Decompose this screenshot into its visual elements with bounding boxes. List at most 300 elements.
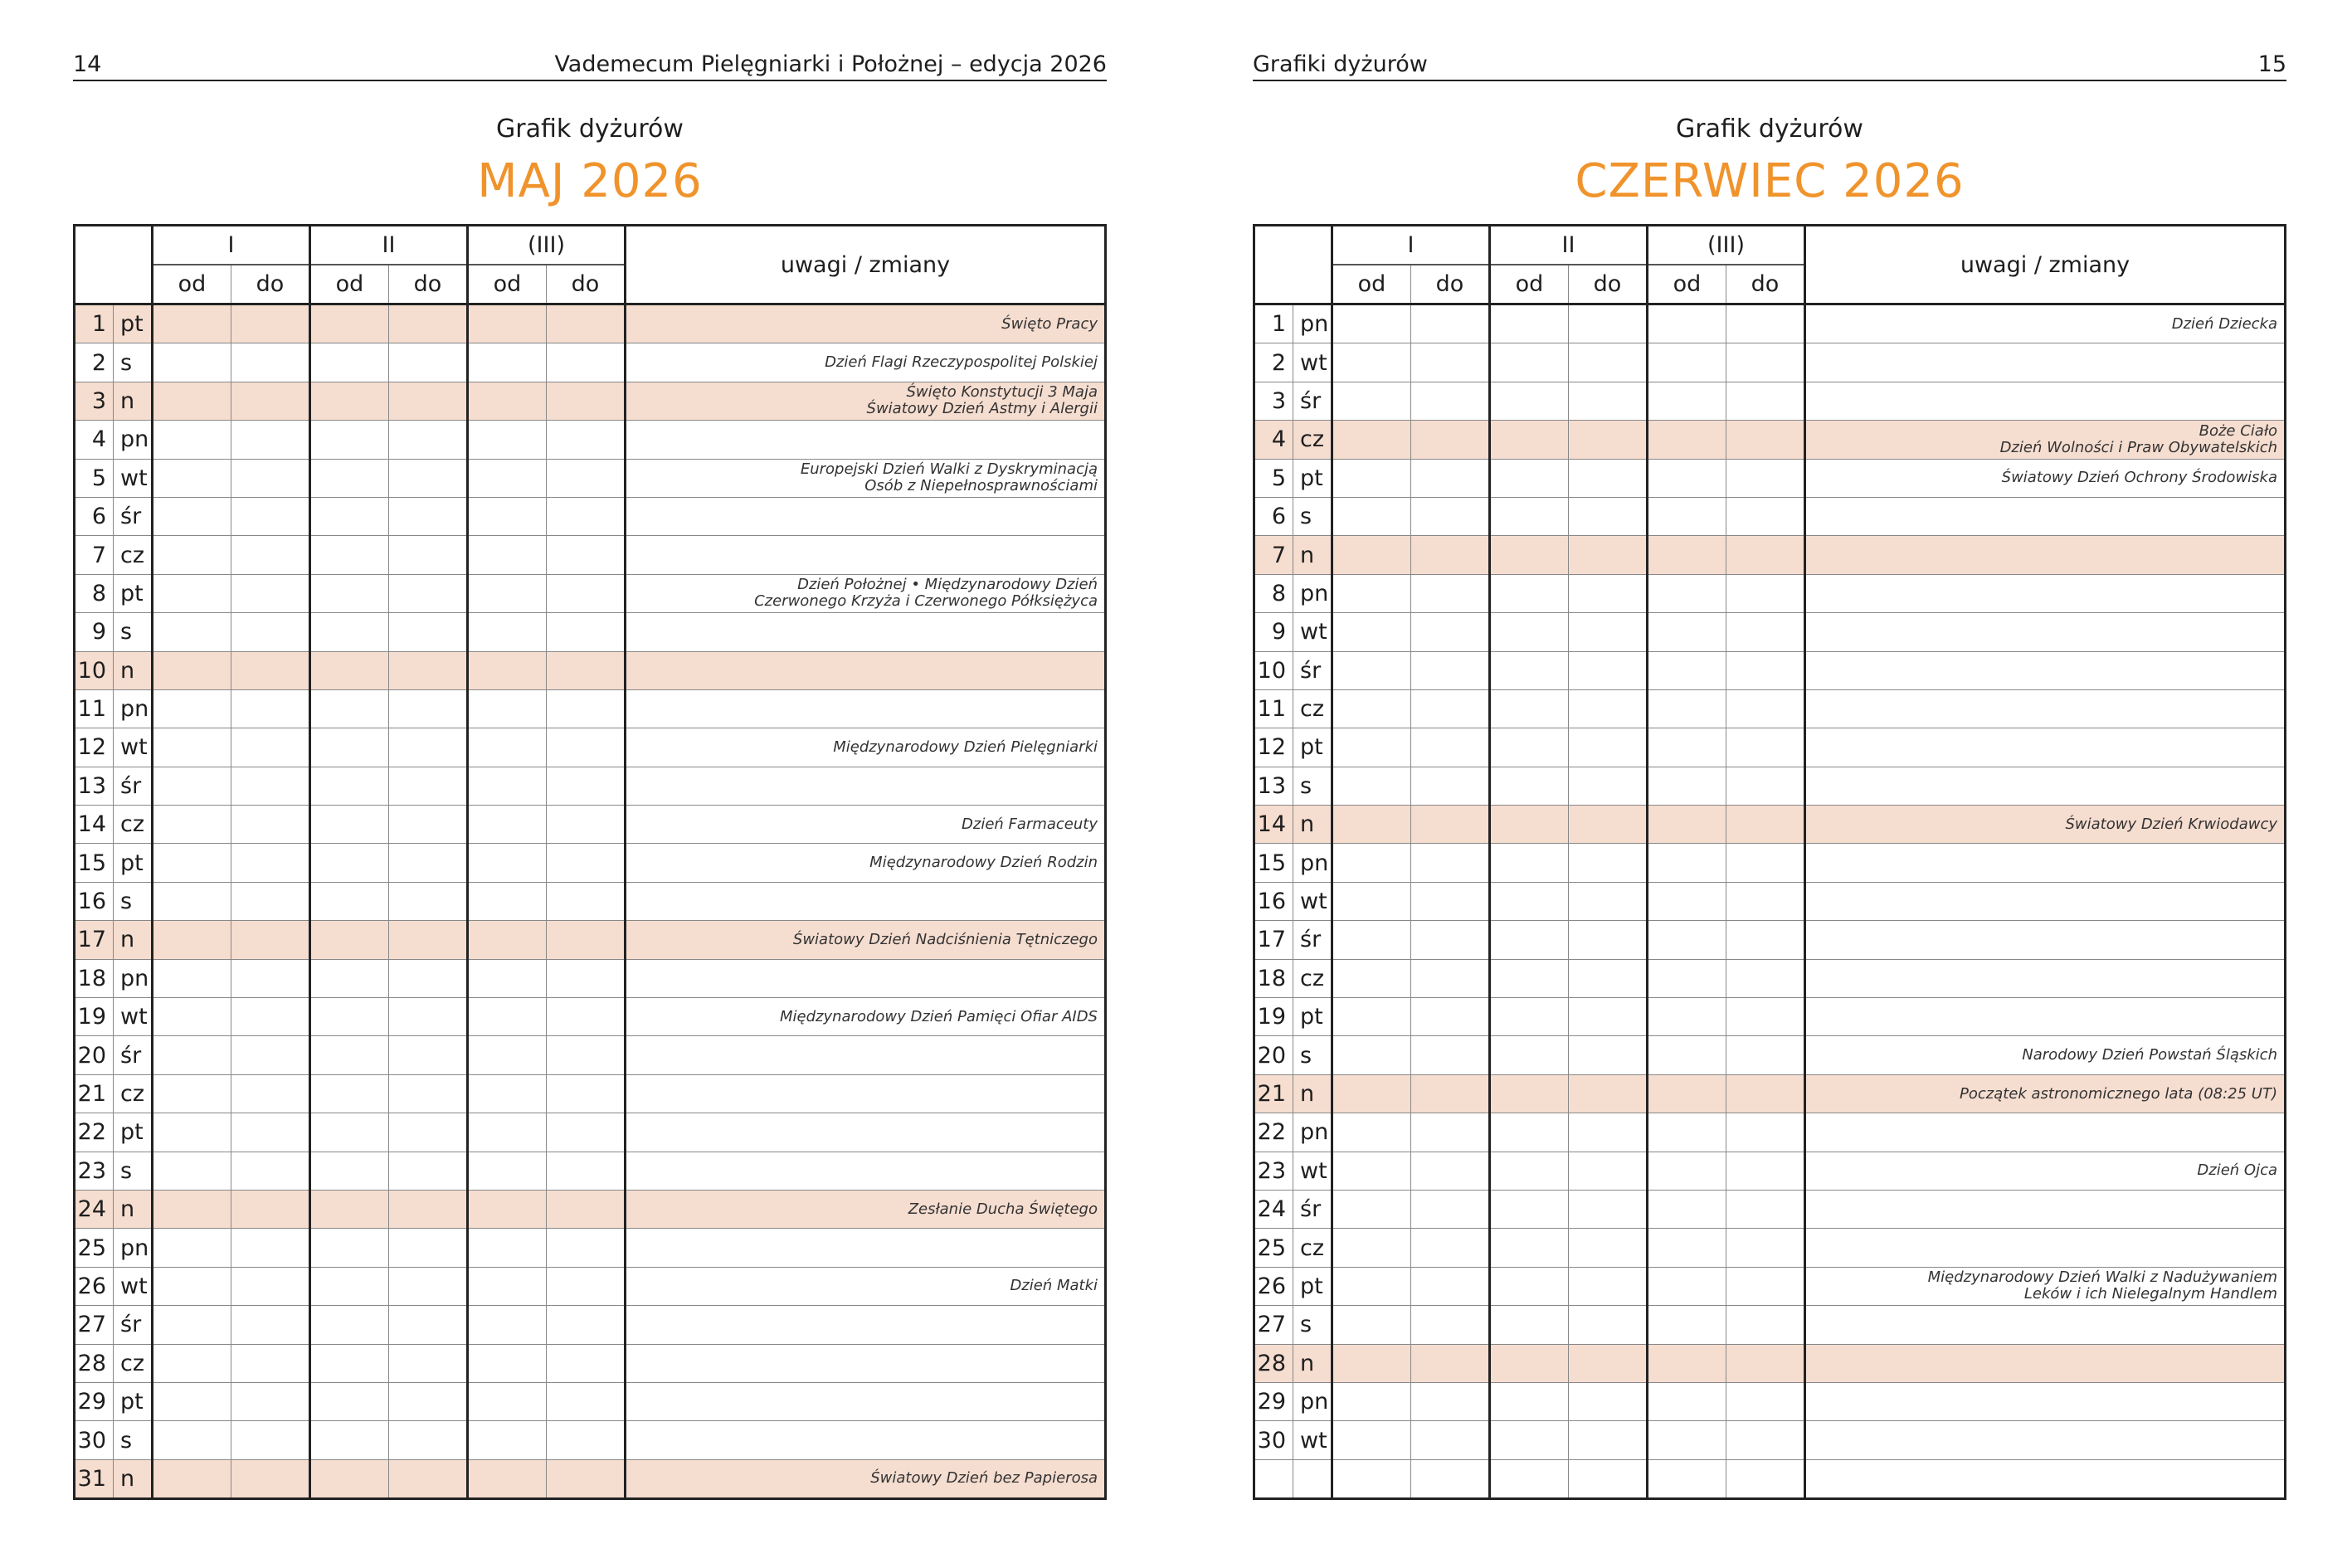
shift-3-from-cell[interactable]: [1648, 497, 1726, 535]
shift-2-to-cell[interactable]: [1569, 343, 1648, 382]
shift-1-to-cell[interactable]: [231, 382, 310, 420]
shift-1-to-cell[interactable]: [231, 1306, 310, 1344]
shift-3-from-cell[interactable]: [1648, 421, 1726, 459]
shift-1-to-cell[interactable]: [231, 613, 310, 651]
shift-2-from-cell[interactable]: [310, 459, 389, 497]
shift-1-from-cell[interactable]: [1332, 844, 1411, 882]
notes-cell[interactable]: [626, 767, 1106, 805]
shift-2-from-cell[interactable]: [1490, 1190, 1569, 1228]
shift-1-to-cell[interactable]: [231, 1382, 310, 1420]
shift-2-to-cell[interactable]: [1569, 1382, 1648, 1420]
notes-cell[interactable]: [626, 1344, 1106, 1382]
shift-1-from-cell[interactable]: [153, 651, 231, 689]
shift-1-to-cell[interactable]: [231, 806, 310, 844]
shift-3-to-cell[interactable]: [1726, 497, 1805, 535]
shift-2-to-cell[interactable]: [1569, 806, 1648, 844]
shift-1-to-cell[interactable]: [1411, 767, 1490, 805]
shift-3-from-cell[interactable]: [1648, 882, 1726, 920]
shift-1-to-cell[interactable]: [231, 304, 310, 343]
shift-1-to-cell[interactable]: [1411, 497, 1490, 535]
shift-3-to-cell[interactable]: [547, 536, 626, 574]
shift-3-from-cell[interactable]: [1648, 998, 1726, 1036]
shift-2-to-cell[interactable]: [1569, 728, 1648, 767]
shift-2-to-cell[interactable]: [1569, 1267, 1648, 1305]
notes-cell[interactable]: [1805, 1459, 2286, 1498]
notes-cell[interactable]: [626, 1306, 1106, 1344]
shift-2-from-cell[interactable]: [1490, 1036, 1569, 1074]
shift-1-from-cell[interactable]: [153, 689, 231, 728]
shift-2-from-cell[interactable]: [310, 1344, 389, 1382]
shift-3-from-cell[interactable]: [1648, 343, 1726, 382]
shift-2-from-cell[interactable]: [310, 959, 389, 997]
shift-1-to-cell[interactable]: [1411, 343, 1490, 382]
shift-3-from-cell[interactable]: [1648, 1267, 1726, 1305]
shift-2-from-cell[interactable]: [1490, 1421, 1569, 1459]
shift-2-to-cell[interactable]: [1569, 998, 1648, 1036]
shift-1-to-cell[interactable]: [1411, 1152, 1490, 1190]
notes-cell[interactable]: [626, 1421, 1106, 1459]
shift-1-to-cell[interactable]: [231, 1344, 310, 1382]
shift-2-from-cell[interactable]: [310, 382, 389, 420]
shift-3-from-cell[interactable]: [468, 651, 547, 689]
shift-2-from-cell[interactable]: [1490, 806, 1569, 844]
shift-3-to-cell[interactable]: [547, 574, 626, 612]
notes-cell[interactable]: [626, 959, 1106, 997]
shift-1-from-cell[interactable]: [1332, 651, 1411, 689]
shift-3-to-cell[interactable]: [1726, 1152, 1805, 1190]
shift-3-to-cell[interactable]: [547, 459, 626, 497]
shift-2-to-cell[interactable]: [389, 1113, 468, 1152]
shift-3-from-cell[interactable]: [468, 1459, 547, 1498]
shift-2-from-cell[interactable]: [1490, 728, 1569, 767]
shift-3-to-cell[interactable]: [1726, 844, 1805, 882]
shift-1-from-cell[interactable]: [153, 767, 231, 805]
notes-cell[interactable]: [626, 1113, 1106, 1152]
shift-2-to-cell[interactable]: [389, 998, 468, 1036]
shift-1-to-cell[interactable]: [1411, 882, 1490, 920]
notes-cell[interactable]: [1805, 1382, 2286, 1420]
shift-1-to-cell[interactable]: [231, 1421, 310, 1459]
notes-cell[interactable]: [1805, 1306, 2286, 1344]
shift-3-to-cell[interactable]: [547, 1267, 626, 1305]
notes-cell[interactable]: [1805, 382, 2286, 420]
shift-2-to-cell[interactable]: [389, 767, 468, 805]
shift-3-from-cell[interactable]: [468, 959, 547, 997]
shift-1-to-cell[interactable]: [1411, 304, 1490, 343]
shift-3-to-cell[interactable]: [547, 959, 626, 997]
notes-cell[interactable]: Dzień Ojca: [1805, 1152, 2286, 1190]
shift-3-from-cell[interactable]: [1648, 1036, 1726, 1074]
shift-1-from-cell[interactable]: [1332, 959, 1411, 997]
shift-3-from-cell[interactable]: [1648, 1074, 1726, 1113]
notes-cell[interactable]: Dzień Dziecka: [1805, 304, 2286, 343]
shift-1-from-cell[interactable]: [153, 1267, 231, 1305]
shift-3-from-cell[interactable]: [1648, 844, 1726, 882]
notes-cell[interactable]: [626, 421, 1106, 459]
shift-2-to-cell[interactable]: [389, 844, 468, 882]
shift-2-to-cell[interactable]: [389, 304, 468, 343]
shift-1-from-cell[interactable]: [153, 1344, 231, 1382]
shift-1-from-cell[interactable]: [1332, 1229, 1411, 1267]
shift-3-to-cell[interactable]: [547, 497, 626, 535]
notes-cell[interactable]: Światowy Dzień Ochrony Środowiska: [1805, 459, 2286, 497]
notes-cell[interactable]: Święto Pracy: [626, 304, 1106, 343]
shift-2-from-cell[interactable]: [1490, 536, 1569, 574]
shift-3-to-cell[interactable]: [1726, 806, 1805, 844]
shift-3-to-cell[interactable]: [547, 1152, 626, 1190]
notes-cell[interactable]: [1805, 998, 2286, 1036]
shift-3-to-cell[interactable]: [547, 1113, 626, 1152]
shift-2-from-cell[interactable]: [1490, 767, 1569, 805]
shift-3-to-cell[interactable]: [547, 1229, 626, 1267]
shift-2-from-cell[interactable]: [1490, 421, 1569, 459]
shift-3-from-cell[interactable]: [468, 882, 547, 920]
shift-1-from-cell[interactable]: [153, 998, 231, 1036]
notes-cell[interactable]: Początek astronomicznego lata (08:25 UT): [1805, 1074, 2286, 1113]
notes-cell[interactable]: Dzień Matki: [626, 1267, 1106, 1305]
shift-3-to-cell[interactable]: [1726, 1229, 1805, 1267]
shift-1-to-cell[interactable]: [1411, 921, 1490, 959]
notes-cell[interactable]: [1805, 1344, 2286, 1382]
shift-1-from-cell[interactable]: [153, 1229, 231, 1267]
shift-1-from-cell[interactable]: [1332, 613, 1411, 651]
notes-cell[interactable]: [626, 1229, 1106, 1267]
shift-3-to-cell[interactable]: [1726, 1074, 1805, 1113]
shift-1-from-cell[interactable]: [1332, 728, 1411, 767]
shift-1-from-cell[interactable]: [153, 1459, 231, 1498]
shift-2-to-cell[interactable]: [1569, 1229, 1648, 1267]
shift-2-from-cell[interactable]: [310, 1421, 389, 1459]
shift-3-to-cell[interactable]: [1726, 921, 1805, 959]
shift-3-from-cell[interactable]: [468, 382, 547, 420]
shift-2-from-cell[interactable]: [1490, 613, 1569, 651]
shift-3-to-cell[interactable]: [547, 382, 626, 420]
shift-1-to-cell[interactable]: [231, 1190, 310, 1228]
shift-3-to-cell[interactable]: [1726, 1344, 1805, 1382]
shift-1-to-cell[interactable]: [1411, 1074, 1490, 1113]
shift-1-to-cell[interactable]: [231, 767, 310, 805]
shift-1-from-cell[interactable]: [1332, 1036, 1411, 1074]
shift-2-from-cell[interactable]: [310, 574, 389, 612]
shift-3-from-cell[interactable]: [1648, 613, 1726, 651]
shift-1-to-cell[interactable]: [231, 651, 310, 689]
shift-1-from-cell[interactable]: [153, 844, 231, 882]
shift-1-to-cell[interactable]: [1411, 959, 1490, 997]
shift-1-to-cell[interactable]: [231, 459, 310, 497]
shift-3-from-cell[interactable]: [468, 613, 547, 651]
notes-cell[interactable]: [626, 1382, 1106, 1420]
shift-1-to-cell[interactable]: [1411, 1267, 1490, 1305]
shift-3-to-cell[interactable]: [1726, 998, 1805, 1036]
shift-2-to-cell[interactable]: [389, 613, 468, 651]
shift-2-to-cell[interactable]: [1569, 689, 1648, 728]
shift-1-from-cell[interactable]: [153, 421, 231, 459]
shift-2-from-cell[interactable]: [310, 651, 389, 689]
shift-3-to-cell[interactable]: [547, 421, 626, 459]
shift-2-to-cell[interactable]: [1569, 959, 1648, 997]
shift-2-to-cell[interactable]: [389, 343, 468, 382]
shift-3-to-cell[interactable]: [1726, 536, 1805, 574]
shift-1-from-cell[interactable]: [153, 882, 231, 920]
shift-3-to-cell[interactable]: [547, 1382, 626, 1420]
shift-1-to-cell[interactable]: [231, 1267, 310, 1305]
shift-2-from-cell[interactable]: [310, 1306, 389, 1344]
notes-cell[interactable]: [1805, 497, 2286, 535]
shift-1-from-cell[interactable]: [153, 1190, 231, 1228]
shift-3-from-cell[interactable]: [1648, 574, 1726, 612]
shift-1-to-cell[interactable]: [231, 1036, 310, 1074]
shift-2-from-cell[interactable]: [310, 1074, 389, 1113]
shift-2-from-cell[interactable]: [1490, 304, 1569, 343]
notes-cell[interactable]: Narodowy Dzień Powstań Śląskich: [1805, 1036, 2286, 1074]
shift-2-from-cell[interactable]: [1490, 921, 1569, 959]
notes-cell[interactable]: [626, 613, 1106, 651]
shift-3-from-cell[interactable]: [468, 497, 547, 535]
notes-cell[interactable]: Międzynarodowy Dzień Pielęgniarki: [626, 728, 1106, 767]
shift-2-to-cell[interactable]: [1569, 767, 1648, 805]
shift-1-to-cell[interactable]: [1411, 844, 1490, 882]
shift-1-to-cell[interactable]: [1411, 1113, 1490, 1152]
shift-2-to-cell[interactable]: [389, 1036, 468, 1074]
shift-3-to-cell[interactable]: [1726, 459, 1805, 497]
shift-2-from-cell[interactable]: [310, 613, 389, 651]
shift-1-to-cell[interactable]: [1411, 651, 1490, 689]
shift-1-from-cell[interactable]: [1332, 1113, 1411, 1152]
shift-3-from-cell[interactable]: [1648, 1229, 1726, 1267]
shift-1-to-cell[interactable]: [1411, 1229, 1490, 1267]
shift-1-from-cell[interactable]: [153, 728, 231, 767]
shift-2-from-cell[interactable]: [310, 536, 389, 574]
shift-2-to-cell[interactable]: [1569, 574, 1648, 612]
shift-1-from-cell[interactable]: [153, 1382, 231, 1420]
shift-3-from-cell[interactable]: [468, 1074, 547, 1113]
shift-3-to-cell[interactable]: [547, 882, 626, 920]
notes-cell[interactable]: Dzień Położnej • Międzynarodowy Dzień Czerwonego Krzyża i Czerwonego Półksiężyca: [626, 574, 1106, 612]
shift-2-to-cell[interactable]: [1569, 1421, 1648, 1459]
shift-1-to-cell[interactable]: [231, 959, 310, 997]
shift-3-to-cell[interactable]: [1726, 959, 1805, 997]
shift-2-from-cell[interactable]: [310, 767, 389, 805]
notes-cell[interactable]: Boże Ciało Dzień Wolności i Praw Obywatelskich: [1805, 421, 2286, 459]
shift-3-to-cell[interactable]: [1726, 1190, 1805, 1228]
shift-2-from-cell[interactable]: [1490, 1459, 1569, 1498]
shift-2-from-cell[interactable]: [310, 1459, 389, 1498]
shift-3-from-cell[interactable]: [468, 574, 547, 612]
shift-3-to-cell[interactable]: [547, 1306, 626, 1344]
shift-1-from-cell[interactable]: [153, 343, 231, 382]
shift-1-from-cell[interactable]: [1332, 497, 1411, 535]
shift-3-from-cell[interactable]: [468, 728, 547, 767]
shift-3-to-cell[interactable]: [1726, 421, 1805, 459]
shift-1-to-cell[interactable]: [1411, 1459, 1490, 1498]
shift-3-from-cell[interactable]: [468, 689, 547, 728]
shift-1-from-cell[interactable]: [153, 1074, 231, 1113]
shift-1-from-cell[interactable]: [153, 1421, 231, 1459]
shift-3-from-cell[interactable]: [468, 304, 547, 343]
shift-2-from-cell[interactable]: [310, 1382, 389, 1420]
shift-2-to-cell[interactable]: [1569, 459, 1648, 497]
shift-3-from-cell[interactable]: [468, 536, 547, 574]
shift-2-from-cell[interactable]: [310, 497, 389, 535]
shift-2-from-cell[interactable]: [310, 421, 389, 459]
shift-3-from-cell[interactable]: [468, 343, 547, 382]
shift-1-to-cell[interactable]: [231, 497, 310, 535]
shift-1-to-cell[interactable]: [1411, 574, 1490, 612]
shift-1-from-cell[interactable]: [1332, 1190, 1411, 1228]
shift-1-to-cell[interactable]: [1411, 689, 1490, 728]
shift-1-from-cell[interactable]: [153, 536, 231, 574]
shift-1-from-cell[interactable]: [153, 1152, 231, 1190]
shift-3-from-cell[interactable]: [468, 844, 547, 882]
shift-3-from-cell[interactable]: [468, 1229, 547, 1267]
shift-1-from-cell[interactable]: [1332, 1344, 1411, 1382]
shift-3-from-cell[interactable]: [468, 1267, 547, 1305]
shift-2-to-cell[interactable]: [1569, 1190, 1648, 1228]
shift-2-from-cell[interactable]: [1490, 1344, 1569, 1382]
shift-3-from-cell[interactable]: [1648, 1306, 1726, 1344]
notes-cell[interactable]: [626, 1152, 1106, 1190]
shift-2-to-cell[interactable]: [389, 536, 468, 574]
notes-cell[interactable]: [1805, 844, 2286, 882]
notes-cell[interactable]: [1805, 536, 2286, 574]
shift-2-to-cell[interactable]: [1569, 613, 1648, 651]
shift-2-from-cell[interactable]: [310, 844, 389, 882]
shift-2-to-cell[interactable]: [1569, 651, 1648, 689]
shift-3-from-cell[interactable]: [1648, 1382, 1726, 1420]
shift-2-to-cell[interactable]: [1569, 1306, 1648, 1344]
shift-2-to-cell[interactable]: [389, 574, 468, 612]
notes-cell[interactable]: Światowy Dzień Nadciśnienia Tętniczego: [626, 921, 1106, 959]
shift-1-to-cell[interactable]: [231, 882, 310, 920]
shift-3-from-cell[interactable]: [468, 421, 547, 459]
shift-1-from-cell[interactable]: [153, 806, 231, 844]
shift-2-from-cell[interactable]: [310, 689, 389, 728]
notes-cell[interactable]: [1805, 728, 2286, 767]
shift-1-to-cell[interactable]: [231, 1229, 310, 1267]
shift-1-to-cell[interactable]: [231, 728, 310, 767]
shift-2-from-cell[interactable]: [1490, 1382, 1569, 1420]
shift-1-to-cell[interactable]: [231, 536, 310, 574]
shift-2-to-cell[interactable]: [389, 959, 468, 997]
notes-cell[interactable]: [626, 536, 1106, 574]
shift-2-from-cell[interactable]: [1490, 1113, 1569, 1152]
shift-1-to-cell[interactable]: [231, 1074, 310, 1113]
shift-1-from-cell[interactable]: [1332, 421, 1411, 459]
shift-2-from-cell[interactable]: [310, 1267, 389, 1305]
shift-3-from-cell[interactable]: [1648, 382, 1726, 420]
notes-cell[interactable]: Światowy Dzień Krwiodawcy: [1805, 806, 2286, 844]
shift-2-to-cell[interactable]: [1569, 536, 1648, 574]
shift-3-to-cell[interactable]: [1726, 1306, 1805, 1344]
shift-3-from-cell[interactable]: [468, 1344, 547, 1382]
shift-3-to-cell[interactable]: [1726, 304, 1805, 343]
shift-2-from-cell[interactable]: [1490, 1306, 1569, 1344]
shift-3-from-cell[interactable]: [468, 767, 547, 805]
shift-1-to-cell[interactable]: [1411, 1190, 1490, 1228]
shift-2-to-cell[interactable]: [1569, 1036, 1648, 1074]
shift-3-to-cell[interactable]: [547, 728, 626, 767]
shift-3-from-cell[interactable]: [468, 459, 547, 497]
shift-3-from-cell[interactable]: [468, 1113, 547, 1152]
shift-1-from-cell[interactable]: [153, 574, 231, 612]
shift-3-from-cell[interactable]: [1648, 651, 1726, 689]
shift-2-to-cell[interactable]: [389, 1344, 468, 1382]
shift-3-to-cell[interactable]: [547, 1421, 626, 1459]
shift-3-from-cell[interactable]: [468, 806, 547, 844]
shift-2-to-cell[interactable]: [389, 1074, 468, 1113]
shift-1-from-cell[interactable]: [1332, 343, 1411, 382]
shift-1-to-cell[interactable]: [1411, 806, 1490, 844]
shift-3-to-cell[interactable]: [1726, 382, 1805, 420]
shift-2-from-cell[interactable]: [310, 1113, 389, 1152]
shift-1-to-cell[interactable]: [231, 921, 310, 959]
shift-3-from-cell[interactable]: [1648, 1152, 1726, 1190]
shift-1-from-cell[interactable]: [153, 921, 231, 959]
shift-3-from-cell[interactable]: [1648, 1459, 1726, 1498]
shift-1-to-cell[interactable]: [1411, 459, 1490, 497]
shift-2-from-cell[interactable]: [1490, 1229, 1569, 1267]
notes-cell[interactable]: [1805, 1113, 2286, 1152]
shift-1-from-cell[interactable]: [153, 382, 231, 420]
notes-cell[interactable]: [1805, 651, 2286, 689]
shift-3-to-cell[interactable]: [547, 1459, 626, 1498]
shift-1-from-cell[interactable]: [153, 497, 231, 535]
shift-2-from-cell[interactable]: [310, 1229, 389, 1267]
shift-1-from-cell[interactable]: [1332, 1306, 1411, 1344]
shift-1-from-cell[interactable]: [1332, 459, 1411, 497]
shift-1-from-cell[interactable]: [153, 959, 231, 997]
shift-1-to-cell[interactable]: [1411, 1421, 1490, 1459]
shift-2-from-cell[interactable]: [310, 1036, 389, 1074]
shift-3-to-cell[interactable]: [547, 613, 626, 651]
shift-1-from-cell[interactable]: [153, 613, 231, 651]
shift-2-from-cell[interactable]: [310, 728, 389, 767]
shift-1-to-cell[interactable]: [231, 1459, 310, 1498]
notes-cell[interactable]: [1805, 882, 2286, 920]
shift-1-from-cell[interactable]: [1332, 1421, 1411, 1459]
shift-1-from-cell[interactable]: [1332, 806, 1411, 844]
shift-2-from-cell[interactable]: [1490, 497, 1569, 535]
shift-1-to-cell[interactable]: [231, 343, 310, 382]
notes-cell[interactable]: [1805, 959, 2286, 997]
shift-1-from-cell[interactable]: [1332, 304, 1411, 343]
shift-2-to-cell[interactable]: [389, 459, 468, 497]
shift-2-to-cell[interactable]: [389, 1190, 468, 1228]
shift-2-to-cell[interactable]: [389, 921, 468, 959]
shift-3-to-cell[interactable]: [1726, 1459, 1805, 1498]
shift-3-from-cell[interactable]: [468, 998, 547, 1036]
shift-2-from-cell[interactable]: [310, 882, 389, 920]
shift-2-from-cell[interactable]: [1490, 998, 1569, 1036]
shift-1-to-cell[interactable]: [1411, 1382, 1490, 1420]
notes-cell[interactable]: [626, 651, 1106, 689]
shift-1-to-cell[interactable]: [231, 1152, 310, 1190]
shift-2-from-cell[interactable]: [1490, 382, 1569, 420]
shift-3-to-cell[interactable]: [1726, 343, 1805, 382]
shift-3-from-cell[interactable]: [1648, 536, 1726, 574]
shift-2-to-cell[interactable]: [389, 497, 468, 535]
shift-3-to-cell[interactable]: [547, 1074, 626, 1113]
shift-2-from-cell[interactable]: [1490, 1152, 1569, 1190]
notes-cell[interactable]: Międzynarodowy Dzień Pamięci Ofiar AIDS: [626, 998, 1106, 1036]
notes-cell[interactable]: [626, 689, 1106, 728]
shift-2-to-cell[interactable]: [1569, 497, 1648, 535]
notes-cell[interactable]: [1805, 1421, 2286, 1459]
shift-2-to-cell[interactable]: [1569, 882, 1648, 920]
shift-2-to-cell[interactable]: [389, 651, 468, 689]
notes-cell[interactable]: Światowy Dzień bez Papierosa: [626, 1459, 1106, 1498]
notes-cell[interactable]: Zesłanie Ducha Świętego: [626, 1190, 1106, 1228]
